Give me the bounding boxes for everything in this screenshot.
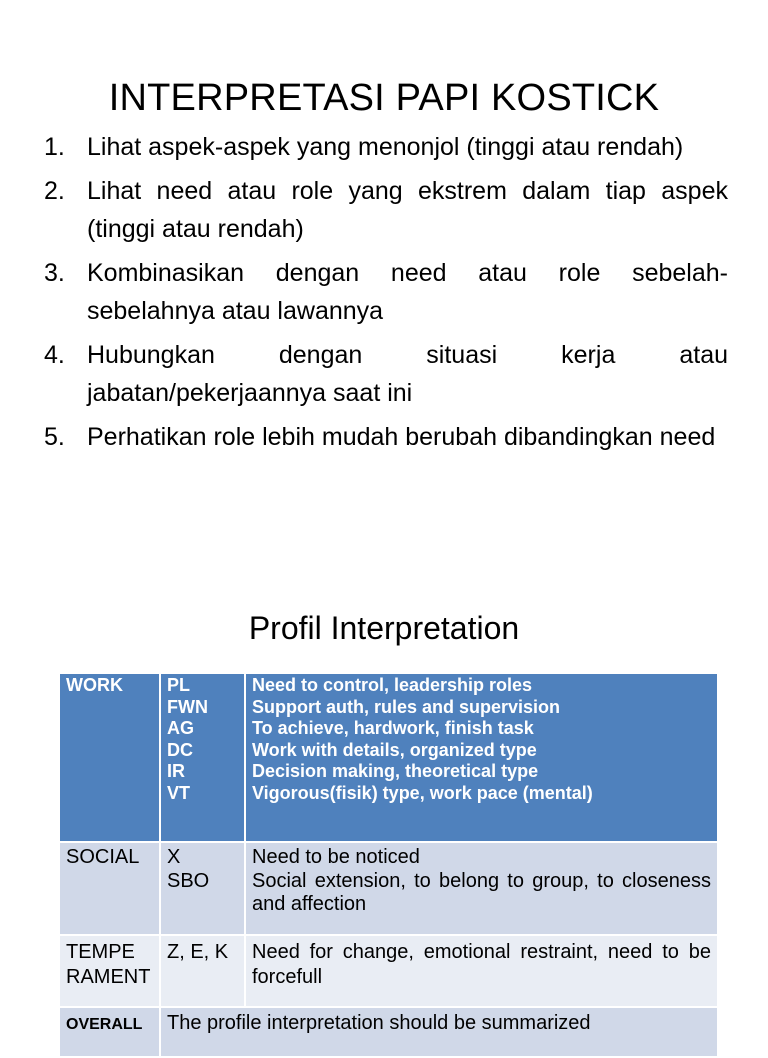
work-code: FWN	[167, 696, 208, 717]
step-text: Perhatikan role lebih mudah berubah dibandingkan need	[87, 422, 716, 451]
social-description: Need to be noticed	[252, 846, 420, 868]
step-number: 3.	[44, 258, 65, 287]
temperament-label-line: RAMENT	[66, 966, 151, 988]
work-code: VT	[167, 782, 191, 803]
social-description: Social extension, to belong to group, to closeness and affection	[252, 869, 711, 915]
work-description: Need to control, leadership roles	[252, 675, 533, 695]
table-row-work	[59, 673, 718, 842]
step-item	[44, 128, 728, 167]
step-item	[44, 172, 728, 249]
step-item	[44, 336, 728, 413]
step-item	[44, 418, 728, 457]
social-code: X	[167, 846, 181, 868]
step-number: 4.	[44, 340, 65, 369]
step-text: Hubungkan dengan situasi kerja atau jabatan/pekerjaannya saat ini	[87, 340, 728, 407]
work-code: PL	[167, 675, 191, 695]
slide-title: INTERPRETASI PAPI KOSTICK	[108, 77, 660, 120]
temperament-codes: Z, E, K	[160, 935, 245, 1007]
overall-label: OVERALL	[59, 1007, 160, 1057]
work-code: IR	[167, 761, 185, 781]
work-descriptions	[245, 673, 718, 842]
table-row-temperament	[59, 935, 718, 1007]
social-descriptions	[245, 842, 718, 935]
temperament-label-line: TEMPE	[66, 941, 135, 963]
table-row-social	[59, 842, 718, 935]
work-description: To achieve, hardwork, finish task	[252, 718, 534, 738]
work-code: DC	[167, 739, 193, 760]
work-description: Work with details, organized type	[252, 739, 537, 760]
step-text: Lihat need atau role yang ekstrem dalam tiap aspek (tinggi atau rendah)	[87, 176, 728, 243]
step-number: 2.	[44, 176, 65, 205]
table-row-overall	[59, 1007, 718, 1057]
work-description: Vigorous(fisik) type, work pace (mental)	[252, 782, 593, 803]
work-codes	[160, 673, 245, 842]
step-item	[44, 254, 728, 331]
work-code: AG	[167, 718, 194, 738]
step-number: 1.	[44, 133, 65, 161]
work-label: WORK	[59, 673, 160, 842]
social-label: SOCIAL	[59, 842, 160, 935]
step-number: 5.	[44, 422, 65, 451]
work-description: Support auth, rules and supervision	[252, 696, 561, 717]
temperament-description: Need for change, emotional restraint, need to be forcefull	[245, 935, 718, 1007]
step-text: Lihat aspek-aspek yang menonjol (tinggi atau rendah)	[87, 133, 684, 161]
social-codes	[160, 842, 245, 935]
work-description: Decision making, theoretical type	[252, 761, 539, 781]
social-code: SBO	[167, 869, 210, 892]
step-text: Kombinasikan dengan need atau role sebelah-sebelahnya atau lawannya	[87, 258, 728, 325]
section-subtitle: Profil Interpretation	[248, 610, 520, 646]
overall-description: The profile interpretation should be summarized	[160, 1007, 718, 1057]
interpretation-steps	[44, 128, 728, 461]
profile-table	[58, 672, 719, 1058]
temperament-label	[59, 935, 160, 1007]
